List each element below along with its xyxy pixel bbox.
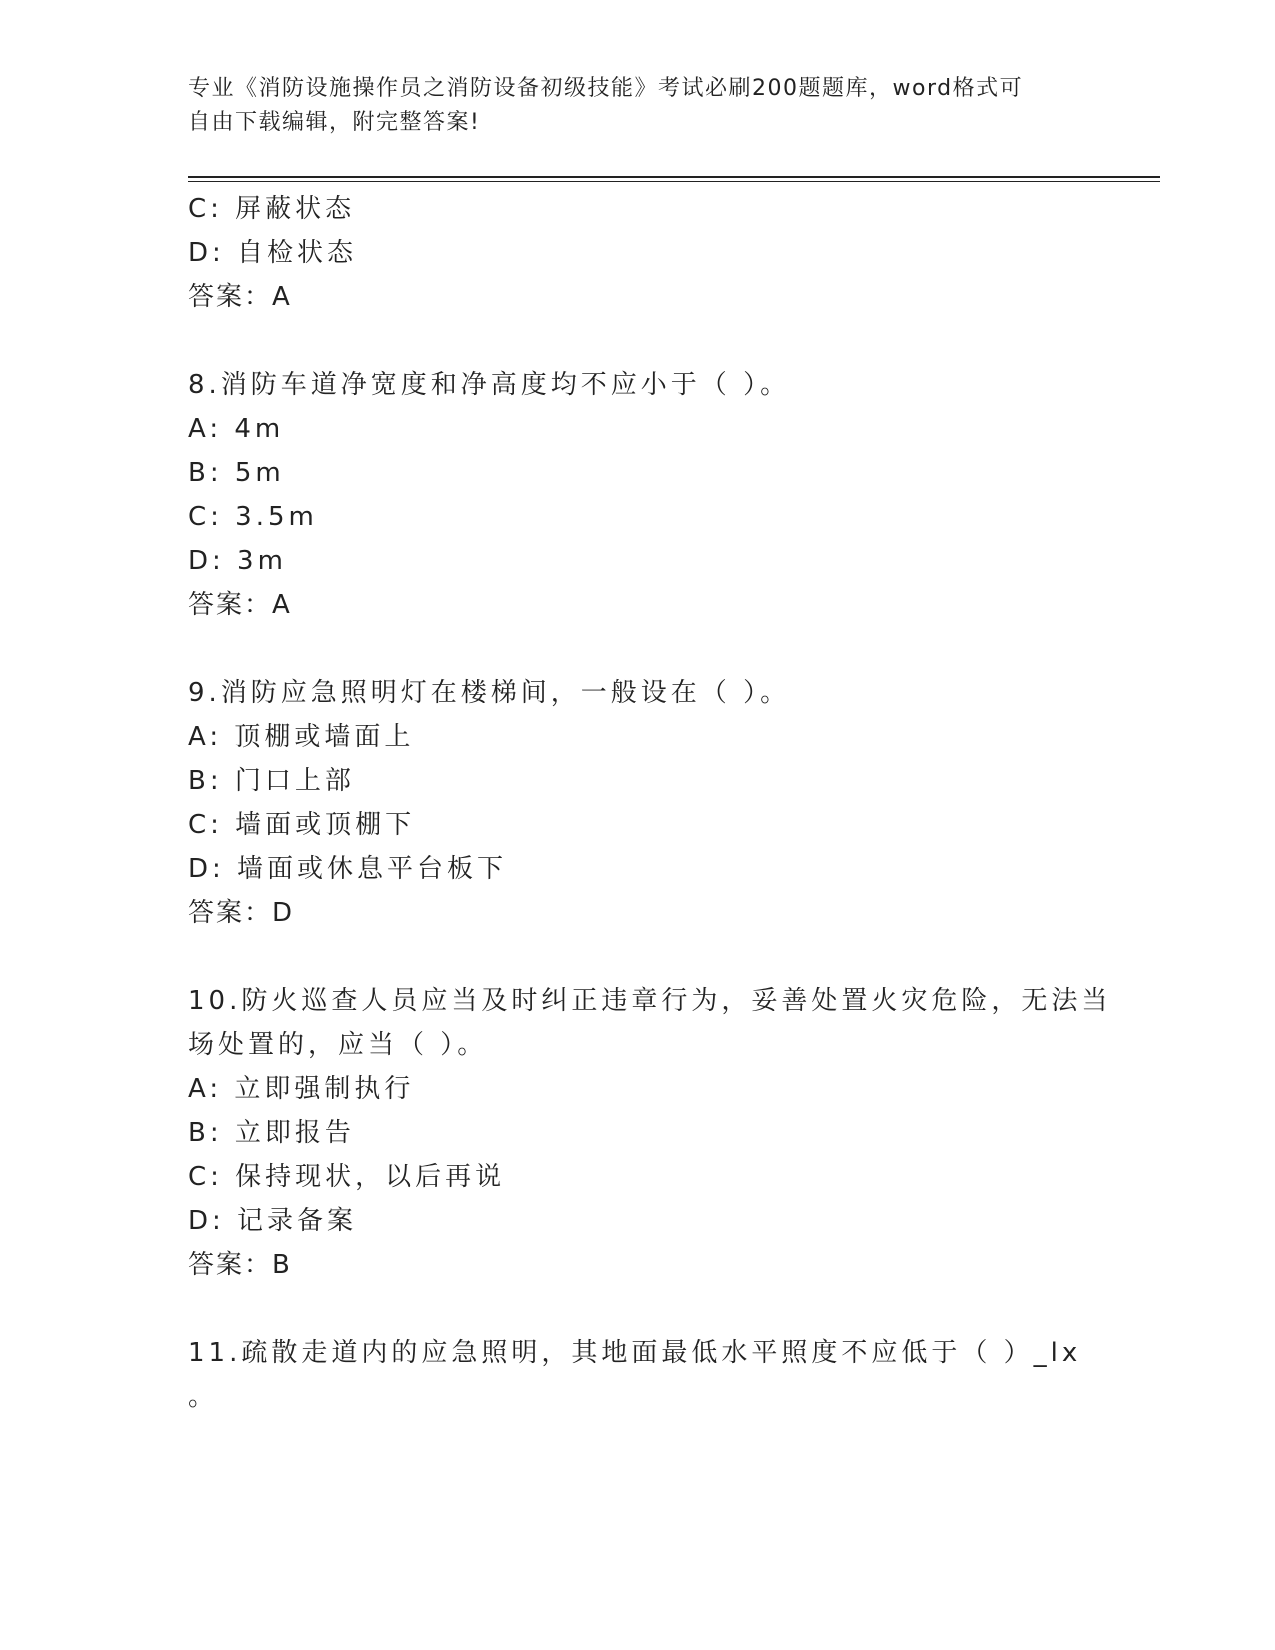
- q9-option-d: D: 墙面或休息平台板下: [188, 854, 508, 884]
- header-line-1: 专业《消防设施操作员之消防设备初级技能》考试必刷200题题库，word格式可: [188, 76, 1024, 101]
- q8-answer: 答案：A: [188, 590, 292, 620]
- q10-option-b: B: 立即报告: [188, 1118, 355, 1148]
- q8-option-c: C: 3.5m: [188, 502, 318, 532]
- q9-answer: 答案：D: [188, 898, 295, 928]
- q8-option-d: D: 3m: [188, 546, 287, 576]
- header-rule-thin: [188, 181, 1160, 182]
- q10-option-c: C: 保持现状，以后再说: [188, 1162, 506, 1192]
- q7-option-d: D: 自检状态: [188, 238, 358, 268]
- q8-option-a: A: 4m: [188, 414, 285, 444]
- q9-question: 9.消防应急照明灯在楼梯间，一般设在（ ）。: [188, 678, 791, 708]
- q10-option-d: D: 记录备案: [188, 1206, 358, 1236]
- header-rule-thick: [188, 176, 1160, 178]
- q10-question-line-2: 场处置的，应当（ ）。: [188, 1030, 488, 1060]
- q9-option-c: C: 墙面或顶棚下: [188, 810, 416, 840]
- q9-option-b: B: 门口上部: [188, 766, 355, 796]
- document-header: [188, 72, 1088, 140]
- q10-option-a: A: 立即强制执行: [188, 1074, 415, 1104]
- q7-answer: 答案：A: [188, 282, 292, 312]
- q11-question-line-2: 。: [188, 1382, 219, 1412]
- q8-question: 8.消防车道净宽度和净高度均不应小于（ ）。: [188, 370, 791, 400]
- q11-question-line-1: 11.疏散走道内的应急照明，其地面最低水平照度不应低于（ ）_lx: [188, 1338, 1082, 1368]
- q7-option-c: C: 屏蔽状态: [188, 194, 356, 224]
- header-line-2: 自由下载编辑，附完整答案!: [188, 110, 481, 135]
- q10-question-line-1: 10.防火巡查人员应当及时纠正违章行为，妥善处置火灾危险，无法当: [188, 986, 1112, 1016]
- q10-answer: 答案：B: [188, 1250, 292, 1280]
- q9-option-a: A: 顶棚或墙面上: [188, 722, 415, 752]
- q8-option-b: B: 5m: [188, 458, 285, 488]
